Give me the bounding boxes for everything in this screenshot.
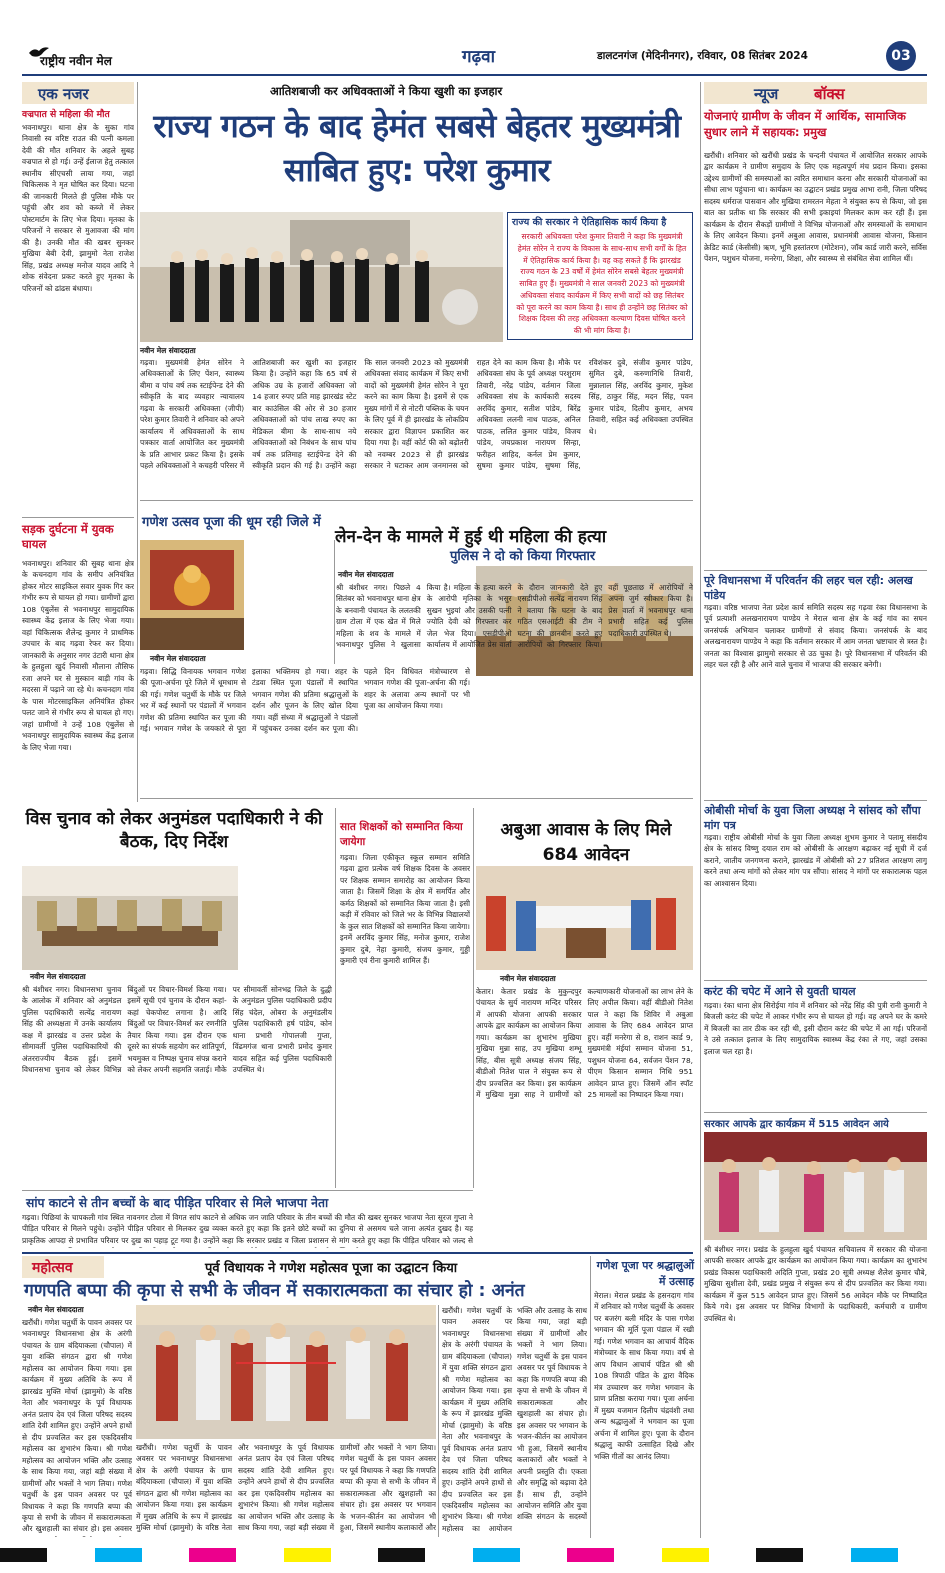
news-box-photo xyxy=(704,1132,927,1240)
divider xyxy=(704,800,927,801)
mahotsav-headline: गणपति बप्पा की कृपा से सभी के जीवन में सकारात्मकता का संचार हो : अनंत xyxy=(24,1281,525,1301)
ganesh-pooja-headline: गणेश पूजा पर श्रद्धालुओं में उत्साह xyxy=(596,1259,694,1288)
news-box-story xyxy=(704,108,927,1538)
vis-chunav-photo xyxy=(22,866,238,970)
byline: नवीन मेल संवाददाता xyxy=(140,346,196,355)
column-rule xyxy=(137,82,138,802)
byline: नवीन मेल संवाददाता xyxy=(28,1305,84,1314)
byline: नवीन मेल संवाददाता xyxy=(500,974,556,983)
ganesh-pooja-body: मेराल। मेराल प्रखंड के हसनदाग गांव में शनिवार को गणेश चतुर्थी के अवसर पर बजरंग बली मंदिर के पास गणेश भगवान की मूर्ति पूजा पंडाल में रखी गई। गणेश भगवान का आचार्य वैदिक मंत्रोच्चार के साथ किया गया। वर्ष से आप विधान आचार्य पंडित श्री श्री 108 त्रिपाठी पंडित के द्वारा वैदिक मंत्र उच्चारण कर गणेश भगवान के प्राण प्रतिष्ठा कराया गया। पूजा अर्चना में मुख्य यजमान दिलीप चंद्रवंशी तथा अन्य श्रद्धालुओं ने भगवान का पूजा अर्चना में शामिल हुए। पूजा के दौरान श्रद्धालु काफी उत्साहित दिखे और भक्ति गीतों का आनंद लिया। xyxy=(594,1291,694,1461)
divider xyxy=(704,570,927,571)
story-body: श्री बंशीधर नगर। प्रखंड के हुलहुला खुर्द पंचायत सचिवालय में सरकार की योजना आपकी सरकार आपके द्वार कार्यक्रम का आयोजन किया गया। कार्यक्रम का शुभारंभ प्रखंड विकास पदाधिकारी अदिति गुप्ता, प्रखंड 20 सूत्री अध्यक्ष शैलेश कुमार चौबे, मुखिया सुशीला देवी, प्रखंड प्रमुख ने संयुक्त रूप से दीप प्रज्वलित कर किया गया। कार्यक्रम में कुल 515 आवेदन प्राप्त हुए। जिसमें 56 आवेदन मौके पर निष्पादित किये गये। इस अवसर पर विभिन्न विभागों के पदाधिकारी, कर्मचारी व ग्रामीण उपस्थित थे। xyxy=(704,1245,927,1323)
story-body: भवनाथपुर। शनिवार की सुबह थाना क्षेत्र के कचनदाग गांव के समीप अनियंत्रित होकर मोटर साइकिल सवार युवक गिर कर गंभीर रूप से घायल हो गया। ग्रामीणों द्वारा 108 एंबुलेंस से भवनाथपुर सामुदायिक स्वास्थ्य केंद्र इलाज के लिए भेजा गया। वहां चिकित्सक शैलेन्द्र कुमार ने प्राथमिक उपचार के बाद गढ़वा रेफर कर दिया। जानकारी के अनुसार नगर उंटारी थाना क्षेत्र के हुलहुला खुर्द निवासी मौलाना तौसिफ रजा अपने घर से मुस्कान बाड़ी गांव के मदरसा में पढ़ाने जा रहे थे। कचनदाग गांव के पास मोटरसाइकिल अनियंत्रित होकर पलट जाने से गंभीर रूप से घायल हो गए। जहां ग्रामीणों ने उन्हें 108 एंबुलेंस से भवनाथपुर सामुदायिक स्वास्थ्य केंद्र इलाज के लिए भेजा गया। xyxy=(22,559,134,752)
mahotsav-label: महोत्सव xyxy=(32,1260,73,1276)
mahotsav-label-box xyxy=(22,1256,104,1278)
column-rule xyxy=(700,82,701,1538)
ek-nazar-label-box xyxy=(22,82,134,104)
story-title: ओबीसी मोर्चा के युवा जिला अध्यक्ष ने सांसद को सौंपा मांग पत्र xyxy=(704,804,921,832)
mahotsav-body: खरौंधी। गणेश चतुर्थी के पावन अवसर पर भवनाथपुर विधानसभा क्षेत्र के अरंगी पंचायत के ग्राम बंदियाकला (चौपाल) में युवा शक्ति संगठन द्वारा श्री गणेश महोत्सव का आयोजन किया गया। इस कार्यक्रम में मुख्य अतिथि के रूप में झारखंड मुक्ति मोर्चा (झामुमो) के वरिष्ठ नेता और भवनाथपुर के पूर्व विधायक अनंत प्रताप देव एवं जिला परिषद सदस्य शांति देवी शामिल हुए। उन्होंने अपने हाथों से दीप प्रज्वलित कर इस एकदिवसीय महोत्सव का शुभारंभ किया। श्री गणेश महोत्सव का आयोजन भक्ति और उत्साह के साथ किया गया, जहां बड़ी संख्या में ग्रामीणों और भक्तों ने भाग लिया। गणेश चतुर्थी के इस पावन अवसर पर पूर्व विधायक ने कहा कि गणपति बप्पा की कृपा से सभी के जीवन में सकारात्मकता और खुशहाली का संचार हो। इस अवसर xyxy=(22,1318,132,1534)
dateline: डालटनगंज (मेदिनीनगर), रविवार, 08 सितंबर 2024 xyxy=(597,50,808,62)
divider xyxy=(140,500,693,501)
len-den-headline: लेन-देन के मामले में हुई थी महिला की हत्या xyxy=(335,527,607,547)
story-body: भवनाथपुर। थाना क्षेत्र के सुका गांव निवासी स्व वरिष्ट राउत की पत्नी कमला देवी की मौत शनिवार के अहले सुबह वज्रपात से हो गई। उन्हें ईलाज हेतु तत्काल स्थानीय सीएचसी लाया गया, जहां चिकित्सक ने मृत घोषित कर दिया। घटना की जानकारी मिलते ही पुलिस मौके पर पहुंची और शव को कब्जे में लेकर पोस्टमार्टम के लिए भेज दिया। मृतका के परिजनों ने सरकार से मुआवजा की मांग की है। उनकी मौत की खबर सुनकर मुखिया बेबी देवी, झामुमो नेता राजेश सिंह, प्रखंड अध्यक्ष मनोज यादव आदि ने शोक संवेदना प्रकट करते हुए मृतका के परिजनों को ढांढस बंधाया। xyxy=(22,123,134,293)
lead-kicker-bar xyxy=(140,82,693,100)
saanp-headline: सांप काटने से तीन बच्चों के बाद पीड़ित परिवार से मिले भाजपा नेता xyxy=(26,1196,329,1210)
column-rule xyxy=(335,808,336,1188)
page-number-badge: 03 xyxy=(886,41,916,71)
story-body: गढ़वा। राष्ट्रीय ओबीसी मोर्चा के युवा जिला अध्यक्ष शुभम कुमार ने पलामू संसदीय क्षेत्र के सांसद विष्णु दयाल राम को ओबीसी के आरक्षण बढ़ाकर नई सूची में दर्ज कराने, जातीय जनगणना कराने, झारखंड में ओबीसी को 27 प्रतिशत आरक्षण लागू करने तथा अन्य मांगों को लेकर मांग पत्र सौंपा। सांसद ने मांगों पर सकारात्मक पहल का आश्वासन दिया। xyxy=(704,833,927,888)
story-title: पूरे विधानसभा में परिवर्तन की लहर चल रही: अलख पांडेय xyxy=(704,574,913,602)
mahotsav-body-cont: खरौंधी। गणेश चतुर्थी के पावन अवसर पर भवनाथपुर विधानसभा क्षेत्र के अरंगी पंचायत के ग्राम बंदियाकला (चौपाल) में युवा शक्ति संगठन द्वारा श्री गणेश महोत्सव का आयोजन किया गया। इस कार्यक्रम में मुख्य अतिथि के रूप में झारखंड मुक्ति मोर्चा (झामुमो) के वरिष्ठ नेता और भवनाथपुर के पूर्व विधायक अनंत प्रताप देव एवं जिला परिषद सदस्य शांति देवी शामिल हुए। उन्होंने अपने हाथों से दीप प्रज्वलित कर इस एकदिवसीय महोत्सव का शुभारंभ किया। श्री गणेश महोत्सव का आयोजन भक्ति और उत्साह के साथ किया गया, जहां बड़ी संख्या में ग्रामीणों और भक्तों ने भाग लिया। गणेश चतुर्थी के इस पावन अवसर पर पूर्व विधायक ने कहा कि गणपति बप्पा की कृपा से सभी के जीवन में सकारात्मकता और खुशहाली का संचार हो। इस अवसर पर भगवान के भजन-कीर्तन का आयोजन भी हुआ, जिसमें स्थानीय कलाकारों और xyxy=(136,1443,436,1533)
column-rule xyxy=(590,1256,591,1538)
box-title: राज्य की सरकार ने ऐतिहासिक कार्य किया है xyxy=(512,217,667,228)
byline: नवीन मेल संवाददाता xyxy=(150,654,206,663)
lead-body xyxy=(140,346,693,496)
saanp-body: गढ़वा। पिछियां के चापकली गांव स्थित नावनगर टोला में विगत सांप काटने से अधिक जन जाति परिवार के तीन बच्चों की मौत की खबर सुनकर भाजपा नेता सूरज गुप्ता ने पीड़ित परिवार से मिलने पहुंचे। उन्होंने पीड़ित परिवार से मिलकर दुख व्यक्त करते हुए कहा कि इतने छोटे बच्चों का दुनिया से असमय चले जाना अत्यंत दुखद है। यह प्राकृतिक आपदा से प्रभावित परिवार पर दुख का पहाड़ टूट गया है। उन्होंने कहा कि सरकार प्रखंड व जिला प्रशासन से मांग करते हुए कहा कि पीड़ित परिवार को जल्द से xyxy=(22,1213,473,1245)
divider xyxy=(704,980,927,981)
mahotsav-photo xyxy=(136,1305,436,1439)
story-body: गढ़वा। वरिष्ठ भाजपा नेता प्रदेश कार्य समिति सदस्य सह गढ़वा रंका विधानसभा के पूर्व प्रत्याशी अलखनारायण पाण्डेय ने मेराल थाना क्षेत्र के कई गांव का सघन जनसंपर्क अभियान चलाकर ग्रामीणों से संवाद किया। जनसंपर्क के बाद अलखनारायण पाण्डेय ने कहा कि वर्तमान सरकार में आम जनता भ्रष्टाचार से त्रस्त है। जनता का विश्वास झामुमो सरकार से उठ चुका है। पूरे विधानसभा में परिवर्तन की लहर चल रही है और आने वाले चुनाव में भाजपा की सरकार बनेगी। xyxy=(704,603,927,670)
story-title: करंट की चपेट में आने से युवती घायल xyxy=(704,985,856,998)
ganesh-utsav-body: गढ़वा। सिद्धि विनायक भगवान गणेश की पूजा-अर्चना पूरे जिले में धूमधाम से की गई। गणेश चतुर्थी के मौके पर जिले भर में कई स्थानों पर पंडालों में भगवान गणेश की प्रतिमा स्थापित कर पूजा की गई। भगवान गणेश के जयकारे से पूरा इलाका भक्तिमय हो गया। शहर के टंडवा स्थित पूजा पंडालों में स्थापित भगवान गणेश की प्रतिमा श्रद्धालुओं के दर्शन और पूजन के लिए खोल दिया गया। वहीं संध्या में श्रद्धालुओं ने पंडालों में पहुंचकर उनका दर्शन कर पूजा की। पहले दिन विधिवत मंत्रोच्चारण से भगवान गणेश की पूजा-अर्चना की गई। शहर के अलावा अन्य स्थानों पर भी पूजा का आयोजन किया गया। xyxy=(140,667,470,734)
lead-kicker: आतिशबाजी कर अधिवक्ताओं ने किया खुशी का इजहार xyxy=(270,84,503,98)
vis-chunav-body: श्री बंशीधर नगर। विधानसभा चुनाव के आलोक में शनिवार को अनुमंडल पुलिस पदाधिकारी सत्येंद्र नारायण सिंह की अध्यक्षता में उनके कार्यालय कक्ष में झारखंड व उत्तर प्रदेश के सीमावर्ती पुलिस पदाधिकारियों की अंतरराज्यीय बैठक हुई। इसमें विधानसभा चुनाव को लेकर विभिन्न बिंदुओं पर विचार-विमर्श किया गया। इसमें सूची एवं चुनाव के दौरान कहां-कहां चेकपोस्ट लगाना है। आदि बिंदुओं पर विचार-विमर्श कर रणनीति तैयार किया गया। इस दौरान एक दूसरे का संपर्क सहयोग कर शांतिपूर्ण, भयमुक्त व निष्पक्ष चुनाव संपन्न कराने को लेकर अपनी सहमति जताई। मौके पर सीमावर्ती सोनभद्र जिले के दुद्धी के अनुमंडल पुलिस पदाधिकारी प्रदीप सिंह चंदेल, ओबरा के अनुमंडलीय पुलिस पदाधिकारी हर्ष पांडेय, कोन थाना प्रभारी गोपालजी गुप्ता, विंढमगंज थाना प्रभारी प्रमोद कुमार यादव सहित कई पुलिस पदाधिकारी उपस्थित थे। xyxy=(22,985,332,1075)
paper-name: राष्ट्रीय नवीन मेल xyxy=(40,54,112,68)
abua-awas-headline: अबुआ आवास के लिए मिले 684 आवेदन xyxy=(500,820,672,865)
masthead xyxy=(22,40,927,72)
news-box-header xyxy=(704,82,927,104)
divider xyxy=(22,1190,473,1191)
byline: नवीन मेल संवाददाता xyxy=(338,570,394,579)
divider xyxy=(704,1112,927,1113)
len-den-subhead: पुलिस ने दो को किया गिरफ्तार xyxy=(450,549,596,564)
masthead-rule xyxy=(22,74,927,76)
saat-shikshak-headline: सात शिक्षकों को सम्मानित किया जायेगा xyxy=(340,821,463,848)
mahotsav-body-more: खरौंधी। गणेश चतुर्थी के पावन अवसर पर भवनाथपुर विधानसभा क्षेत्र के अरंगी पंचायत के ग्राम बंदियाकला (चौपाल) में युवा शक्ति संगठन द्वारा श्री गणेश महोत्सव का आयोजन किया गया। इस कार्यक्रम में मुख्य अतिथि के रूप में झारखंड मुक्ति मोर्चा (झामुमो) के वरिष्ठ नेता और भवनाथपुर के पूर्व विधायक अनंत प्रताप देव एवं जिला परिषद सदस्य शांति देवी शामिल हुए। उन्होंने अपने हाथों से दीप प्रज्वलित कर इस एकदिवसीय महोत्सव का शुभारंभ किया। श्री गणेश महोत्सव का आयोजन भक्ति और उत्साह के साथ किया गया, जहां बड़ी संख्या में ग्रामीणों और भक्तों ने भाग लिया। गणेश चतुर्थी के इस पावन अवसर पर पूर्व विधायक ने कहा कि गणपति बप्पा की कृपा से सभी के जीवन में सकारात्मकता और खुशहाली का संचार हो। इस अवसर पर भगवान के भजन-कीर्तन का आयोजन भी हुआ, जिसमें स्थानीय कलाकारों और भक्तों ने अपनी प्रस्तुति दी। एकता और समृद्धि को बढ़ावा देते हैं। साथ ही, उन्होंने आयोजन समिति और युवा शक्ति संगठन के सदस्यों xyxy=(442,1306,587,1533)
news-box-label-a: न्यूज xyxy=(754,85,779,103)
divider xyxy=(22,1252,693,1254)
story-body: गढ़वा। रंका थाना क्षेत्र सिरोईया गांव में शनिवार को नरेंद्र सिंह की पुत्री रानी कुमारी ने बिजली करंट की चपेट में आकर गंभीर रूप से घायल हो गई। वह अपने घर के कमरे में बिजली का तार ठीक कर रही थी, इसी दौरान करंट की चपेट में आ गई। परिजनों ने उसे तत्काल इलाज के लिए सामुदायिक स्वास्थ्य केंद्र रंका ले गए, जहां उसका इलाज चल रहा है। xyxy=(704,1001,927,1056)
column-rule xyxy=(334,540,335,664)
story-body: खरौंधी। शनिवार को खरौंधी प्रखंड के चन्दनी पंचायत में आयोजित सरकार आपके द्वार कार्यक्रम ने ग्रामीण समुदाय के लिए एक महत्वपूर्ण मंच प्रदान किया। इसका उद्देश्य ग्रामीणों की समस्याओं का त्वरित समाधान करना और सरकारी योजनाओं का सीधा लाभ पहुंचाना था। कार्यक्रम का उद्घाटन प्रखंड प्रमुख आभा रानी, जिला परिषद सदस्य धर्मराज पासवान और मुखिया रामरतन मेहता ने संयुक्त रूप से किया, जो इस बात का प्रतीक था कि सरकार की सभी इकाइयां मिलकर काम कर रही हैं। इस कार्यक्रम के दौरान सैकड़ों ग्रामीणों ने विभिन्न योजनाओं और समस्याओं के समाधान के लिए आवेदन किया। इनमें अबुआ आवास, प्रधानमंत्री आवास योजना, किसान क्रेडिट कार्ड (केसीसी) ऋण, भूमि हस्तांतरण (मोटेशन), जॉब कार्ड जारी करने, सर्विस पेंशन, पशुधन योजना, मनरेगा, शिक्षा, और स्वास्थ्य से संबंधित सेवा शामिल थीं। xyxy=(704,151,927,264)
story-title: योजनाएं ग्रामीण के जीवन में आर्थिक, सामाजिक सुधार लाने में सहायक: प्रमुख xyxy=(704,109,906,140)
abua-awas-body: केतार। केतार प्रखंड के मुकुन्दपुर पंचायत के सुर्य नारायण मन्दिर परिसर में आपकी योजना आपकी सरकार आपके द्वार कार्यक्रम का आयोजन किया गया। कार्यक्रम का शुभारंभ मुखिया मुखिया मुन्ना साह, उप मुखिया शम्भू सिंह, बीस सूत्री अध्यक्ष संजय सिंह, बीडीओ नितेश पाल ने संयुक्त रूप से दीप प्रज्वलित कर किया। इस कार्यक्रम में मुखिया मुन्ना साह ने ग्रामीणों को कल्याणकारी योजनाओं का लाभ लेने के लिए अपील किया। वहीं बीडीओ नितेश पाल ने कहा कि शिविर में अबुआ आवास के लिए 684 आवेदन प्राप्त हुए। वहीं मनरेगा से 8, राशन कार्ड 9, मुख्यमंत्री मंईयां सम्मान योजना 51, पशुधन योजना 64, सर्वजन पेंशन 78, पीएम किसान सम्मान निधि 951 आवेदन प्राप्त हुए। जिसमें ऑन स्पॉट 25 मामलों का निष्पादन किया गया। xyxy=(476,987,693,1100)
lead-body-text: गढ़वा। मुख्यमंत्री हेमंत सोरेन ने अधिवक्ताओं के लिए पेंशन, स्वास्थ्य बीमा व पांच वर्ष तक स्टाईपेन्ड देने की स्वीकृति के बाद व्यवहार न्यायालय गढ़वा के सरकारी अधिवक्ता (जीपी) परेश कुमार तिवारी ने शनिवार को अपने कार्यालय में अधिवक्ताओं के साथ पत्रकार वार्ता आयोजित कर मुख्यमंत्री के प्रति आभार प्रकट किया है। इसके पहले अधिवक्ताओं ने कचहरी परिसर में आतिशबाजी कर खुशी का इजहार किया है। उन्होंने कहा कि 65 वर्ष से अधिक उम्र के हजारों अधिवक्ता जो 14 हजार रुपए प्रति माह झारखंड स्टेट बार काउंसिल की ओर से 30 हजार अधिवक्ताओं को पांच लाख रुपए का मेडिकल बीमा के साथ-साथ नये अधिवक्ताओं को निबंधन के साथ पांच वर्ष तक प्रतिमाह स्टाईपेन्ड देने की स्वीकृति प्रदान की गई है। उन्होंने कहा कि साल जनवरी 2023 को मुख्यमंत्री अधिवक्ता संवाद कार्यक्रम में किए सभी वादों को मुख्यमंत्री हेमंत सोरेन ने पूरा करने का काम किया है। इसमें से एक मुख्य मांगों में से नोटरी पब्लिक के चयन के लिए पूर्व में ही झारखंड के लोकप्रिय सरकार द्वारा विज्ञापन प्रकाशित कर दिया गया है। वहीं कोर्ट फी को बढ़ोतरी को नवम्बर 2023 से ही झारखंड सरकार ने घटाकर आम जनमानस को राहत देने का काम किया है। मौके पर अधिवक्ता संघ के पूर्व अध्यक्ष परशुराम तिवारी, नरेंद्र पांडेय, वर्तमान जिला अधिवक्ता संघ के कार्यकारी सदस्य अरविंद कुमार, सतीश पांडेय, बिरेंद्र अधिवक्ता ललनी नाथ पाठक, अनिल पाठक, ललित कुमार पांडेय, विजय पांडेय, जयप्रकाश नारायण सिन्हा, फरीहत शाहिद, कर्नल प्रेम कुमार, सुषमा कुमार पांडेय, सुषमा सिंह, रविशंकर दुबे, संजीव कुमार पांडेय, सुमित दुबे, करुणानिधि तिवारी, मुन्नालाल सिंह, अरविंद कुमार, मुकेश सिंह, ठाकुर सिंह, मदन सिंह, पवन कुमार पांडेय, दिलीप कुमार, अभय तिवारी, सहित कई अधिवक्ता उपस्थित थे। xyxy=(140,358,693,471)
news-box-label-b: बॉक्स xyxy=(814,85,845,103)
column-rule xyxy=(438,1305,439,1537)
divider xyxy=(140,798,693,799)
divider xyxy=(22,517,134,518)
ek-nazar-label: एक नजर xyxy=(38,85,89,103)
vis-chunav-headline: विस चुनाव को लेकर अनुमंडल पदाधिकारी ने की बैठक, दिए निर्देश xyxy=(25,809,323,853)
story-title: वज्रपात से महिला की मौत xyxy=(22,109,110,120)
story-title: सड़क दुर्घटना में युवक घायल xyxy=(22,522,114,551)
story-title: सरकार आपके द्वार कार्यक्रम में 515 आवेदन आये xyxy=(704,1119,889,1130)
abua-awas-photo xyxy=(476,866,693,970)
ganesh-utsav-headline: गणेश उत्सव पूजा की धूम रही जिले में xyxy=(142,515,321,530)
column-rule xyxy=(473,808,474,1188)
saat-shikshak-body: गढ़वा। जिला एकीकृत स्कूल सम्मान समिति गढ़वा द्वारा प्रत्येक वर्ष शिक्षक दिवस के अवसर पर शिक्षक सम्मान समारोह का आयोजन किया जाता है। जिसमें शिक्षा के क्षेत्र में समर्पित और कर्मठ शिक्षकों को सम्मानित किया जाता है। इसी कड़ी में रविवार को जिले भर के विभिन्न विद्यालयों के कुल सात शिक्षकों को सम्मानित किया जायेगा। इनमें अरविंद कुमार सिंह, मनोज कुमार, राजेश कुमार दुबे, नेहा कुमारी, संजय कुमार, गुड्डी कुमारी एवं रीना कुमारी शामिल हैं। xyxy=(340,853,470,966)
lead-highlight-box xyxy=(507,212,693,340)
print-color-bar xyxy=(0,1548,945,1562)
lead-headline: राज्य गठन के बाद हेमंत सबसे बेहतर मुख्यमंत्री साबित हुए: परेश कुमार xyxy=(153,107,681,190)
mahotsav-kicker: पूर्व विधायक ने गणेश महोत्सव पूजा का उद्घाटन किया xyxy=(205,1261,458,1276)
byline: नवीन मेल संवाददाता xyxy=(30,972,86,981)
ganesh-photo xyxy=(140,540,244,650)
len-den-body: श्री बंशीधर नगर। पिछले 4 सितंबर को भवनाथपुर थाना क्षेत्र के बनवानी पंचायत के ललतकी ग्राम टोला में एक खेत में मिले महिला के शव के मामले में भवनाथपुर पुलिस ने खुलासा किया है। महिला के हत्या करने के आरोपी मृतिका के भसुर सुखन भुइयां और उसकी पत्नी ज्योति देवी को गिरफ्तार कर जेल भेज दिया। एसडीपीओ कार्यालय में आयोजित प्रेस वार्ता के दौरान जानकारी देते हुए एसडीपीओ सत्येंद्र नारायण सिंह ने बताया कि घटना के बाद गठित एसआईटी की टीम ने घटना की छानबीन करते हुए आरोपियों को गिरफ्तार किया। वहीं पूछताछ में आरोपियों ने अपना जुर्म स्वीकार किया है। प्रेस वार्ता में भवनाथपुर थाना प्रभारी सहित कई पुलिस पदाधिकारी उपस्थित थे। xyxy=(336,583,693,650)
lead-photo-advocates xyxy=(140,212,503,342)
section-title: गढ़वा xyxy=(462,47,495,67)
box-body: सरकारी अधिवक्ता परेश कुमार तिवारी ने कहा कि मुख्यमंत्री हेमंत सोरेन ने राज्य के विकास के साथ-साथ सभी वर्गों के हित में ऐतिहासिक कार्य किया है। वह कह सकते हैं कि झारखंड राज्य गठन के 23 वर्षों में हेमंत सोरेन सबसे बेहतर मुख्यमंत्री साबित हुए हैं। मुख्यमंत्री ने साल जनवरी 2023 को मुख्यमंत्री अधिवक्ता संवाद कार्यक्रम में किए सभी वादों को छह सितंबर को पूरा करने का काम किया है। साथ ही उन्होंने छह सितंबर को शिक्षक दिवस की तरह अधिवक्ता कल्याण दिवस घोषित करने की भी मांग किया है। xyxy=(516,232,688,336)
